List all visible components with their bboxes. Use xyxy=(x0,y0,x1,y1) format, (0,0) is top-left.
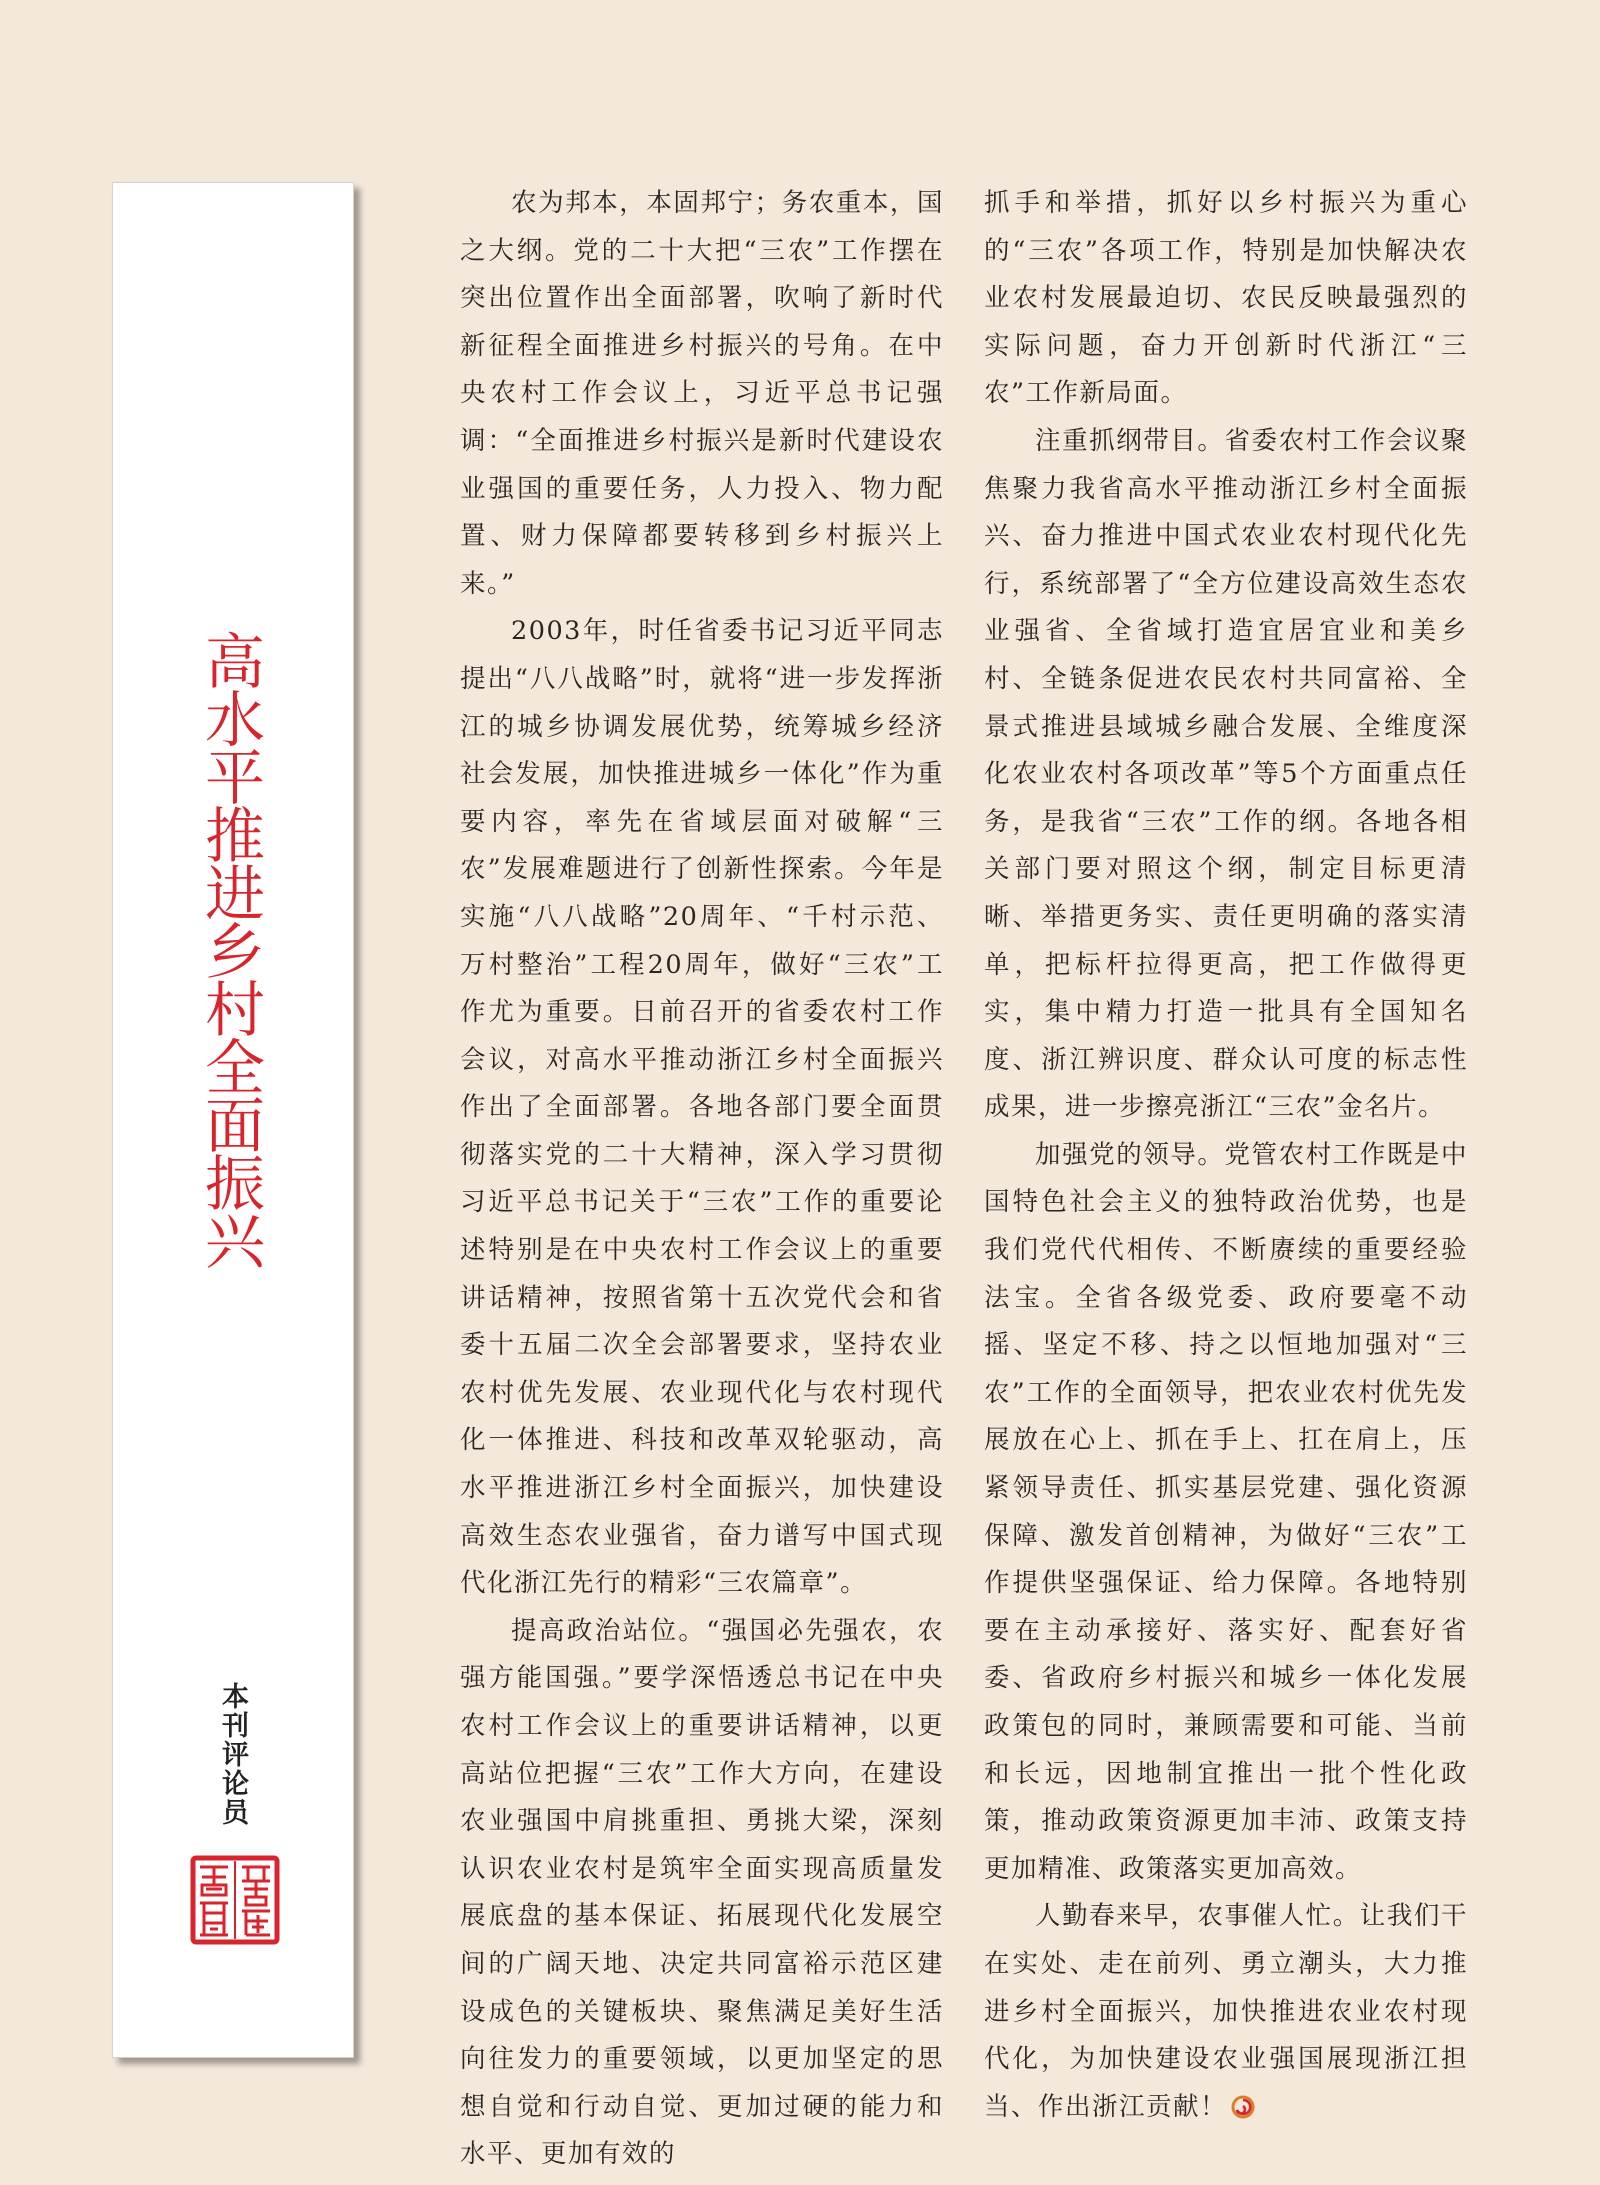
seal-stamp-icon xyxy=(190,1855,280,1945)
paragraph-continuation: 抓手和举措，抓好以乡村振兴为重心的“三农”各项工作，特别是加快解决农业农村发展最迫切、农民反映最强烈的实际问题，奋力开创新时代浙江“三农”工作新局面。 xyxy=(984,188,1468,409)
final-paragraph-text: 人勤春来早，农事催人忙。让我们干在实处、走在前列、勇立潮头，大力推进乡村全面振兴，加快推进农业农村现代化，为加快建设农业强国展现浙江担当、作出浙江贡献！ xyxy=(984,1901,1468,2122)
article-title: 高水平推进乡村全面振兴 xyxy=(195,630,265,1268)
end-swirl-icon xyxy=(1231,2095,1255,2119)
paragraph: 注重抓纲带目。省委农村工作会议聚焦聚力我省高水平推动浙江乡村全面振兴、奋力推进中国式农业农村现代化先行，系统部署了“全方位建设高效生态农业强省、全省域打造宜居宜业和美乡村、全链条促进农民农村共同富裕、全景式推进县域城乡融合发展、全维度深化农业农村各项改革”等5个方面重点任务，是我省“三农”工作的纲。各地各相关部门要对照这个纲，制定目标更清晰、举措更务实、责任更明确的落实清单，把标杆拉得更高，把工作做得更实，集中精力打造一批具有全国知名度、浙江辨识度、群众认可度的标志性成果，进一步擦亮浙江“三农”金名片。 xyxy=(984,425,1468,1123)
paragraph: 加强党的领导。党管农村工作既是中国特色社会主义的独特政治优势，也是我们党代代相传、不断赓续的重要经验法宝。全省各级党委、政府要毫不动摇、坚定不移、持之以恒地加强对“三农”工作的全面领导，把农业农村优先发展放在心上、抓在手上、扛在肩上，压紧领导责任、抓实基层党建、强化资源保障、激发首创精神，为做好“三农”工作提供坚强保证、给力保障。各地特别要在主动承接好、落实好、配套好省委、省政府乡村振兴和城乡一体化发展政策包的同时，兼顾需要和可能、当前和长远，因地制宜推出一批个性化政策，推动政策资源更加丰沛、政策支持更加精准、政策落实更加高效。 xyxy=(984,1139,1468,1884)
paragraph: 提高政治站位。“强国必先强农，农强方能国强。”要学深悟透总书记在中央农村工作会议上的重要讲话精神，以更高站位把握“三农”工作大方向，在建设农业强国中肩挑重担、勇挑大梁，深刻认识农业农村是筑牢全面实现高质量发展底盘的基本保证、拓展现代化发展空间的广阔天地、决定共同富裕示范区建设成色的关键板块、聚焦满足美好生活向往发力的重要领域，以更加坚定的思想自觉和行动自觉、更加过硬的能力和水平、更加有效的 xyxy=(460,1615,944,2170)
article-column-right xyxy=(984,180,1468,2131)
byline: 本刊评论员 xyxy=(217,1682,248,1827)
article-column-left xyxy=(460,180,944,2179)
paragraph: 农为邦本，本固邦宁；务农重本，国之大纲。党的二十大把“三农”工作摆在突出位置作出全面部署，吹响了新时代新征程全面推进乡村振兴的号角。在中央农村工作会议上，习近平总书记强调：“全面推进乡村振兴是新时代建设农业强国的重要任务，人力投入、物力配置、财力保障都要转移到乡村振兴上来。” xyxy=(460,188,944,599)
paragraph-final xyxy=(984,1893,1468,2131)
paragraph: 2003年，时任省委书记习近平同志提出“八八战略”时，就将“进一步发挥浙江的城乡协调发展优势，统筹城乡经济社会发展，加快推进城乡一体化”作为重要内容，率先在省域层面对破解“三农”发展难题进行了创新性探索。今年是实施“八八战略”20周年、“千村示范、万村整治”工程20周年，做好“三农”工作尤为重要。日前召开的省委农村工作会议，对高水平推动浙江乡村全面振兴作出了全面部署。各地各部门要全面贯彻落实党的二十大精神，深入学习贯彻习近平总书记关于“三农”工作的重要论述特别是在中央农村工作会议上的重要讲话精神，按照省第十五次党代会和省委十五届二次全会部署要求，坚持农业农村优先发展、农业现代化与农村现代化一体推进、科技和改革双轮驱动，高水平推进浙江乡村全面振兴，加快建设高效生态农业强省，奋力谱写中国式现代化浙江先行的精彩“三农篇章”。 xyxy=(460,616,944,1599)
